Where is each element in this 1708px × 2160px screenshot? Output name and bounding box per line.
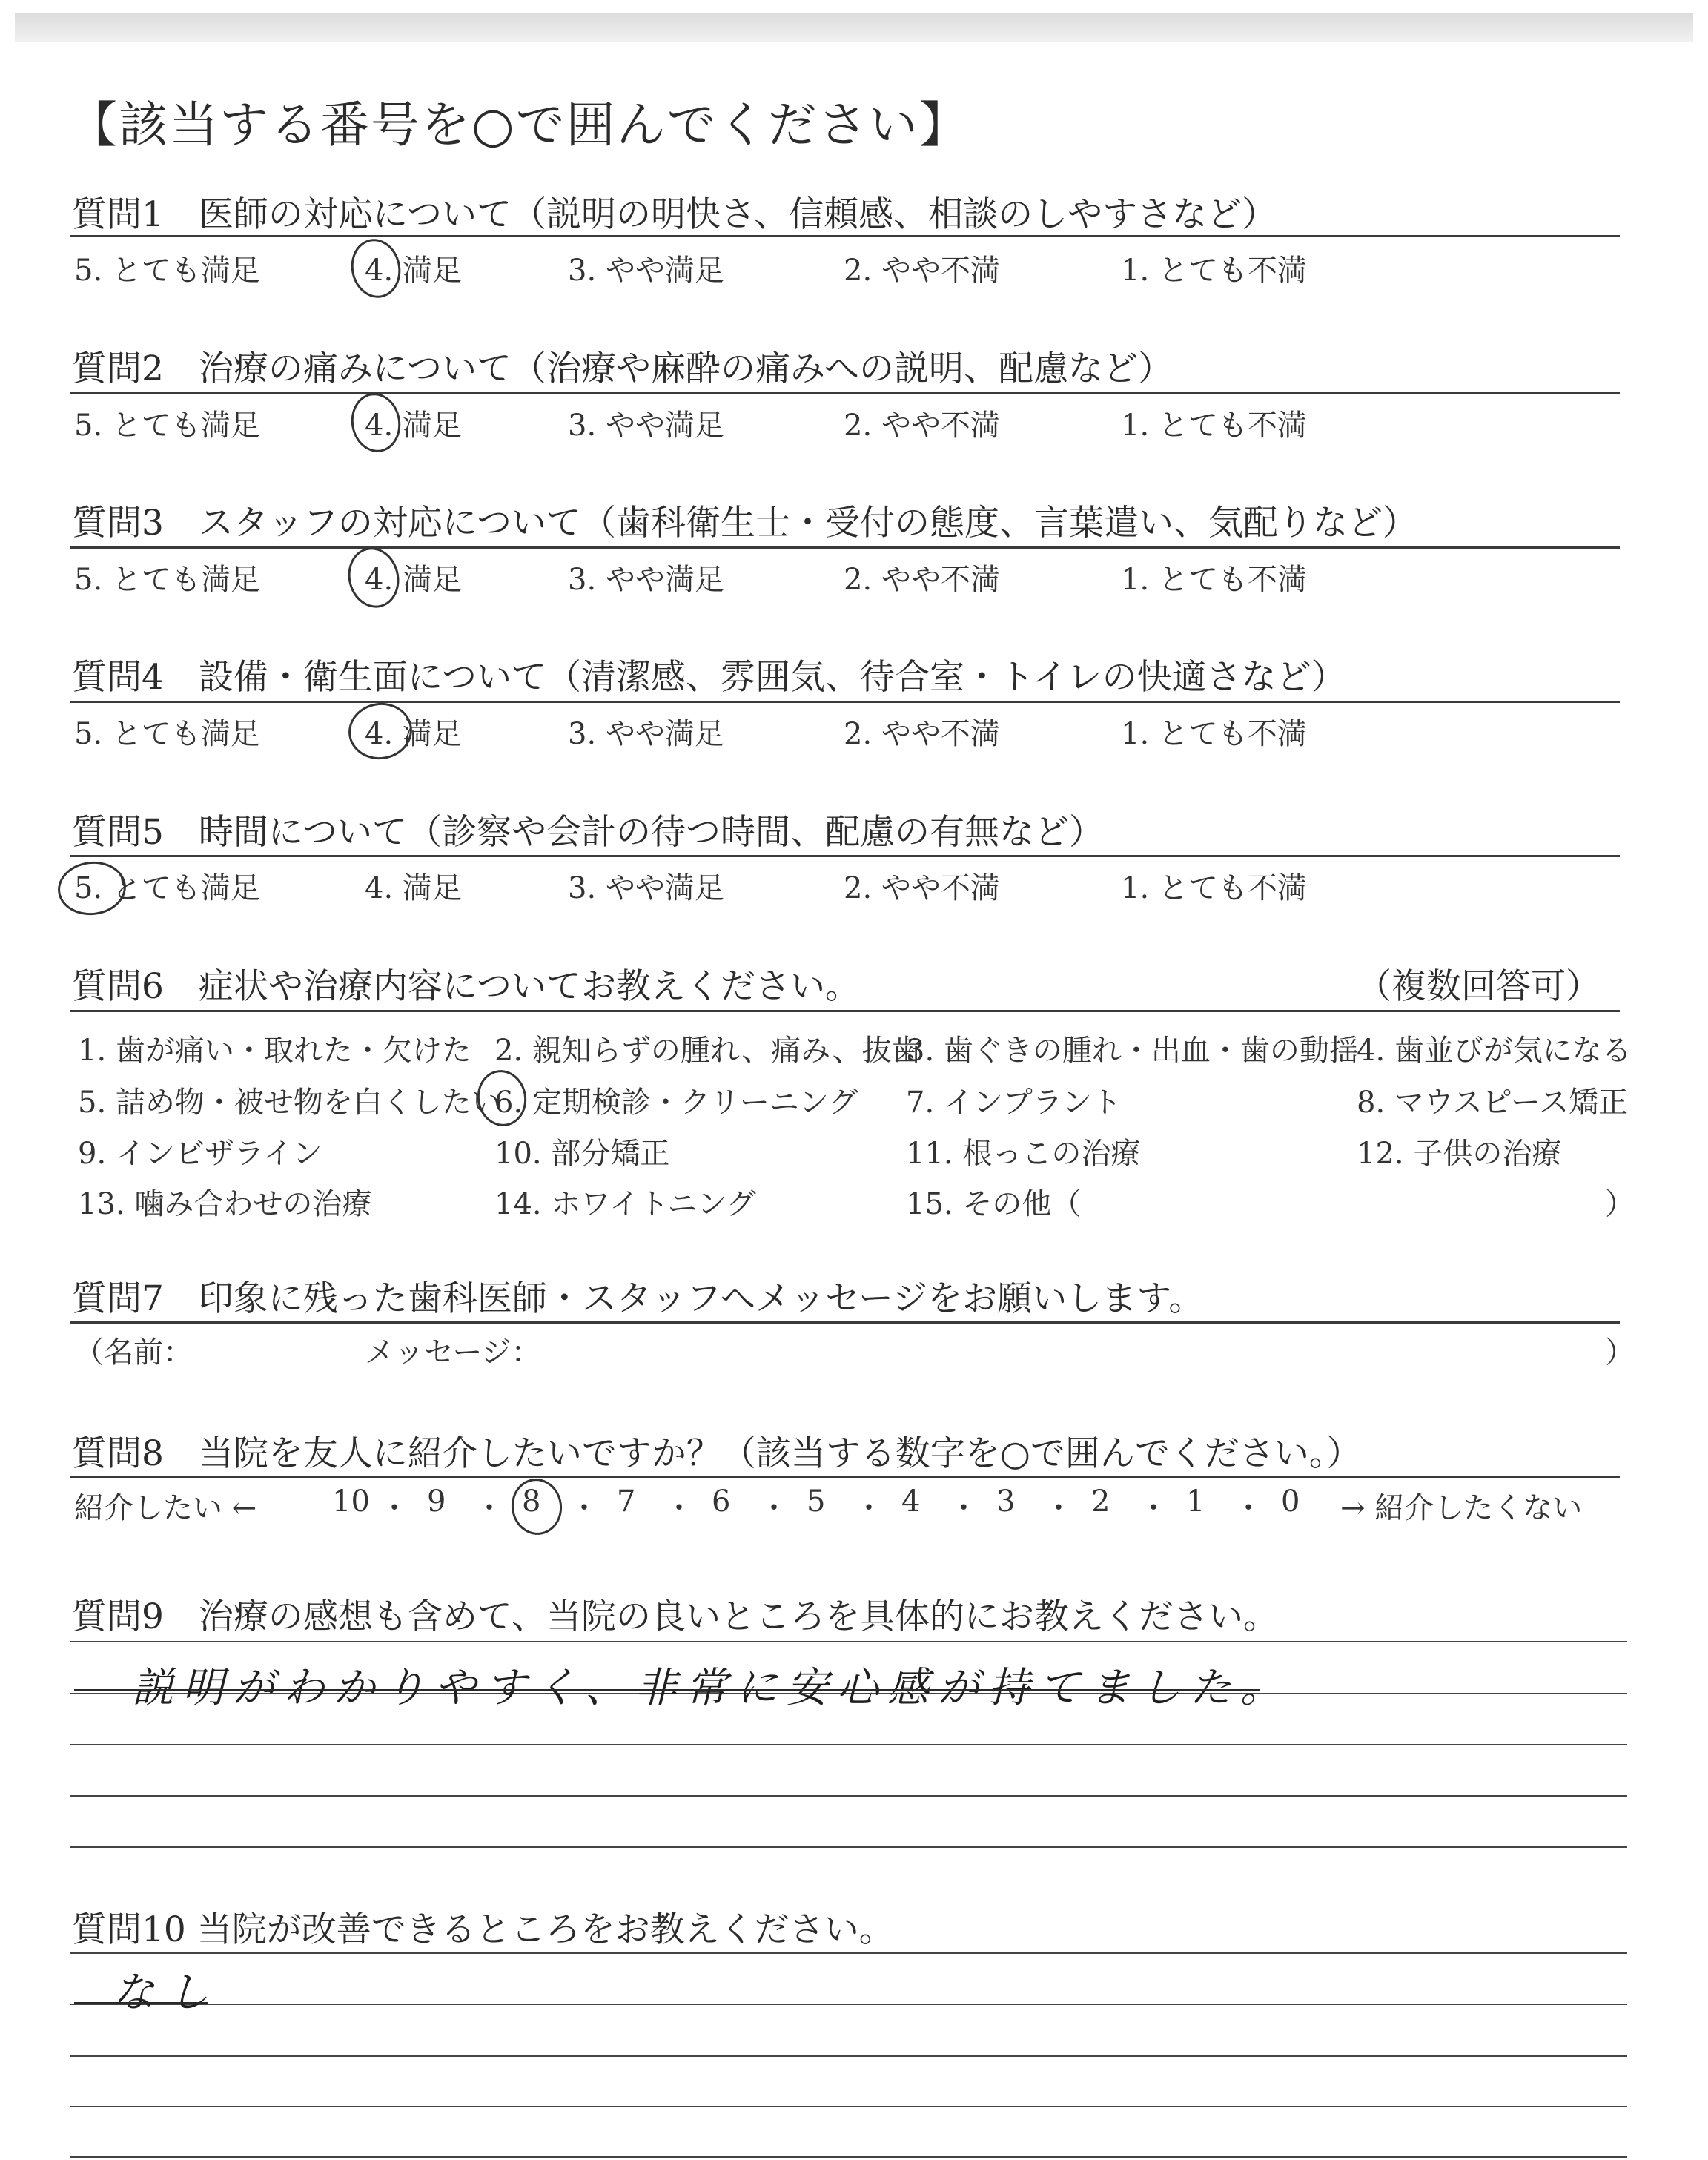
q6-option-12: 12. 子供の治療 <box>1357 1137 1562 1171</box>
pen-stroke <box>74 1689 1260 1691</box>
q5-option-4: 4. 満足 <box>365 871 462 905</box>
divider <box>70 701 1620 703</box>
answer-line <box>70 2055 1627 2057</box>
question-3-title: 質問3 スタッフの対応について（歯科衛生士・受付の態度、言葉遣い、気配りなど） <box>72 503 1417 544</box>
question-6-note: （複数回答可） <box>1357 966 1601 1007</box>
page-heading: 【該当する番号を○で囲んでください】 <box>68 96 970 153</box>
q3-option-1: 1. とても不満 <box>1121 563 1307 597</box>
divider <box>70 855 1620 857</box>
divider <box>70 546 1620 549</box>
question-8-title: 質問8 当院を友人に紹介したいですか？（該当する数字を○で囲んでください。） <box>72 1433 1362 1474</box>
scale-separator: ・ <box>949 1491 979 1525</box>
answer-line <box>70 1846 1627 1848</box>
scale-number[interactable]: 3 <box>996 1484 1016 1519</box>
q2-option-1: 1. とても不満 <box>1121 409 1307 443</box>
q5-option-5[interactable]: 5. とても満足 <box>74 871 260 905</box>
question-2-title: 質問2 治療の痛みについて（治療や麻酔の痛みへの説明、配慮など） <box>72 349 1174 389</box>
other-close-paren: ） <box>1605 1187 1635 1221</box>
q5-option-1: 1. とても不満 <box>1121 871 1307 905</box>
q6-option-11: 11. 根っこの治療 <box>906 1137 1141 1171</box>
q6-option-8: 8. マウスピース矯正 <box>1357 1086 1629 1120</box>
q3-option-3: 3. やや満足 <box>568 563 724 597</box>
q3-option-2: 2. やや不満 <box>844 563 1000 597</box>
q4-option-4[interactable]: 4. 満足 <box>365 717 462 751</box>
pen-stroke <box>74 2002 208 2004</box>
q6-option-14: 14. ホワイトニング <box>494 1187 756 1221</box>
answer-line <box>70 1744 1627 1745</box>
scale-number[interactable]: 7 <box>617 1484 636 1519</box>
answer-circle <box>347 389 406 456</box>
q2-option-3: 3. やや満足 <box>568 409 724 443</box>
answer-circle <box>342 542 406 613</box>
message-close-paren: ） <box>1605 1335 1635 1370</box>
answer-line <box>70 1795 1627 1797</box>
question-10-title: 質問10 当院が改善できるところをお教えください。 <box>72 1909 894 1950</box>
question-7-title: 質問7 印象に残った歯科医師・スタッフへメッセージをお願いします。 <box>72 1278 1204 1319</box>
q1-option-1: 1. とても不満 <box>1121 254 1307 288</box>
q5-option-2: 2. やや不満 <box>844 871 1000 905</box>
q4-option-1: 1. とても不満 <box>1121 717 1307 751</box>
answer-line <box>70 2106 1627 2107</box>
question-6-title: 質問6 症状や治療内容についてお教えください。 <box>72 966 860 1007</box>
scale-separator: ・ <box>854 1491 884 1525</box>
divider <box>70 1321 1620 1324</box>
divider <box>70 392 1620 394</box>
scan-edge <box>15 13 1693 42</box>
answer-line <box>70 2004 1627 2005</box>
scale-number[interactable]: 6 <box>712 1484 731 1519</box>
q6-option-4: 4. 歯並びが気になる <box>1357 1034 1632 1068</box>
answer-line <box>70 1641 1627 1642</box>
scale-number[interactable]: 9 <box>427 1484 446 1519</box>
q4-option-5: 5. とても満足 <box>74 717 260 751</box>
question-5-title: 質問5 時間について（診察や会計の待つ時間、配慮の有無など） <box>72 812 1104 853</box>
scale-separator: ・ <box>1139 1491 1168 1525</box>
q4-option-2: 2. やや不満 <box>844 717 1000 751</box>
q9-handwritten-answer: 説明がわかりやすく、非常に安心感が持てました。 <box>132 1664 1291 1712</box>
question-9-title: 質問9 治療の感想も含めて、当院の良いところを具体的にお教えください。 <box>72 1596 1278 1637</box>
scale-left-label: 紹介したい ← <box>74 1491 257 1525</box>
question-1-title: 質問1 医師の対応について（説明の明快さ、信頼感、相談のしやすさなど） <box>72 194 1277 235</box>
scale-separator: ・ <box>759 1491 789 1525</box>
answer-circle <box>345 698 416 763</box>
scale-right-label: → 紹介したくない <box>1340 1491 1583 1525</box>
q3-option-5: 5. とても満足 <box>74 563 260 597</box>
q2-option-2: 2. やや不満 <box>844 409 1000 443</box>
q6-option-5: 5. 詰め物・被せ物を白くしたい <box>78 1086 501 1120</box>
q3-option-4[interactable]: 4. 満足 <box>365 563 462 597</box>
divider <box>70 1010 1620 1012</box>
scale-separator: ・ <box>664 1491 694 1525</box>
q1-option-5: 5. とても満足 <box>74 254 260 288</box>
scale-number[interactable]: 0 <box>1281 1484 1300 1519</box>
divider <box>70 1476 1620 1478</box>
scale-separator: ・ <box>1044 1491 1073 1525</box>
q1-option-4[interactable]: 4. 満足 <box>365 254 462 288</box>
scale-separator: ・ <box>1234 1491 1263 1525</box>
q1-option-3: 3. やや満足 <box>568 254 724 288</box>
scale-number[interactable]: 8 <box>522 1484 541 1519</box>
scale-number[interactable]: 2 <box>1091 1484 1110 1519</box>
scale-separator: ・ <box>380 1491 409 1525</box>
q6-option-15: 15. その他（ <box>906 1187 1082 1221</box>
answer-line <box>70 2156 1627 2158</box>
q5-option-3: 3. やや満足 <box>568 871 724 905</box>
q4-option-3: 3. やや満足 <box>568 717 724 751</box>
q6-option-6[interactable]: 6. 定期検診・クリーニング <box>494 1086 858 1120</box>
scale-separator: ・ <box>569 1491 599 1525</box>
q2-option-4[interactable]: 4. 満足 <box>365 409 462 443</box>
q10-handwritten-answer: なし <box>113 1969 222 2017</box>
q6-option-1: 1. 歯が痛い・取れた・欠けた <box>78 1034 471 1068</box>
answer-circle <box>345 234 406 303</box>
q6-option-9: 9. インビザライン <box>78 1137 322 1171</box>
q2-option-5: 5. とても満足 <box>74 409 260 443</box>
question-4-title: 質問4 設備・衛生面について（清潔感、雰囲気、待合室・トイレの快適さなど） <box>72 657 1346 698</box>
divider <box>70 235 1620 237</box>
q6-option-3: 3. 歯ぐきの腫れ・出血・歯の動揺 <box>906 1034 1359 1068</box>
q1-option-2: 2. やや不満 <box>844 254 1000 288</box>
q6-option-10: 10. 部分矯正 <box>494 1137 670 1171</box>
scale-number[interactable]: 5 <box>807 1484 826 1519</box>
q6-option-2: 2. 親知らずの腫れ、痛み、抜歯 <box>494 1034 921 1068</box>
name-label: （名前： <box>74 1335 193 1370</box>
q6-option-7: 7. インプラント <box>906 1086 1122 1120</box>
answer-circle <box>508 1476 566 1539</box>
q6-option-13: 13. 噛み合わせの治療 <box>78 1187 372 1221</box>
scale-number[interactable]: 4 <box>901 1484 921 1519</box>
scale-number[interactable]: 1 <box>1186 1484 1205 1519</box>
scale-number[interactable]: 10 <box>332 1484 370 1519</box>
message-label: メッセージ： <box>365 1335 541 1370</box>
scale-separator: ・ <box>474 1491 504 1525</box>
answer-line <box>70 1952 1627 1954</box>
